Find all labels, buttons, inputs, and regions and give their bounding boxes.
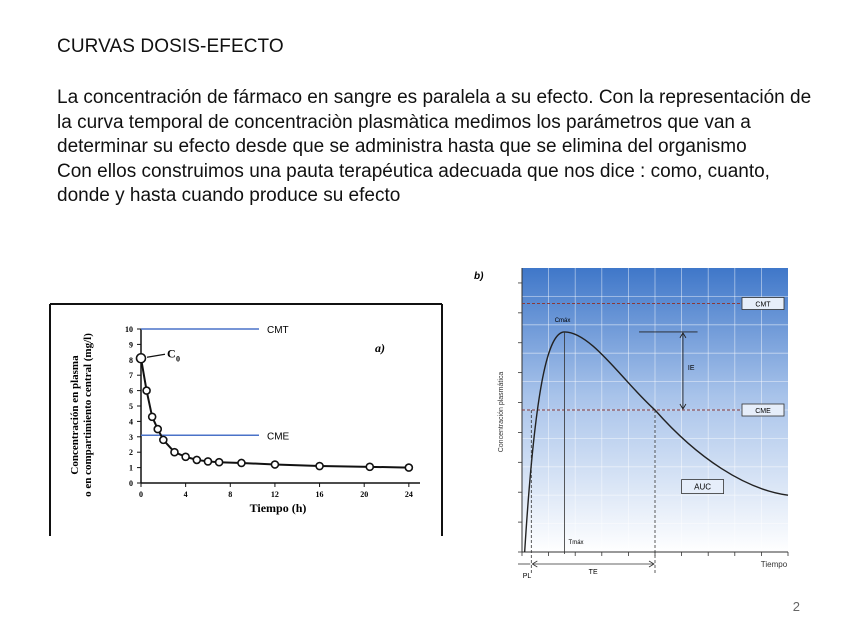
slide-title: CURVAS DOSIS-EFECTO [57, 36, 284, 57]
chart-a-y-tick-label: 0 [129, 479, 133, 488]
paragraph-2: Con ellos construimos una pauta terapéutica adecuada que nos dice : como, cuanto, donde y hasta cuando produce su efecto [57, 160, 770, 206]
chart-a-y-tick-label: 7 [129, 371, 133, 381]
chart-a-point [182, 453, 189, 460]
chart-a-point [149, 413, 156, 420]
chart-a-point [316, 463, 323, 470]
chart-a-point [137, 354, 146, 363]
chart-b-cmax-label: Cmáx [554, 317, 571, 324]
page-number: 2 [792, 599, 800, 614]
chart-a-x-tick-label: 12 [270, 490, 279, 499]
chart-a-c0-label: C [167, 346, 176, 361]
chart-b-cme-label: CME [755, 408, 771, 415]
chart-a [48, 300, 444, 540]
chart-a-point [171, 449, 178, 456]
chart-a-ylabel-line2: o en compartimiento central (mg/l) [82, 333, 94, 497]
chart-b-xlabel: Tiempo [760, 560, 788, 569]
chart-b-pl-label: PL [522, 573, 532, 580]
slide-body [57, 86, 827, 209]
chart-a-ylabel [69, 333, 94, 497]
chart-a-point [271, 461, 278, 468]
chart-a-point [405, 464, 412, 471]
chart-a-y-tick-label: 8 [129, 355, 133, 365]
chart-a-y-tick-label: 2 [129, 448, 133, 458]
chart-a-point [238, 459, 245, 466]
chart-a-xlabel: Tiempo (h) [249, 501, 307, 515]
chart-a-y-tick-label: 10 [125, 325, 133, 334]
chart-a-x-tick-label: 20 [360, 490, 369, 499]
chart-a-panel-label: a) [375, 341, 385, 355]
chart-b-ylabel: Concentración plasmática [498, 371, 505, 453]
chart-a-ylabel-line1: Concentración en plasma [69, 355, 81, 475]
chart-a-point [154, 426, 161, 433]
chart-b-cmt-label: CMT [755, 301, 771, 309]
chart-a-x-tick-label: 24 [404, 490, 413, 499]
chart-a-x-tick-label: 4 [183, 490, 188, 499]
chart-b-auc-label: AUC [694, 482, 712, 492]
chart-a-ref-label-cme: CME [267, 431, 290, 443]
chart-b-ie-label: IE [687, 365, 695, 373]
chart-b-tmax-label: Tmáx [568, 540, 584, 546]
chart-a-y-tick-label: 5 [129, 402, 133, 411]
chart-a-point [160, 436, 167, 443]
chart-a-x-tick-label: 16 [315, 490, 324, 499]
paragraph-1: La concentración de fármaco en sangre es paralela a su efecto. Con la representación de la curva temporal de concentraciòn plasmàtica medimos los parámetros que van a determinar su efecto desde que se administra hasta que se elimina del organismo [57, 87, 812, 157]
chart-a-ref-label-cmt: CMT [267, 325, 289, 336]
chart-a-point [143, 387, 150, 394]
chart-a-y-tick-label: 9 [129, 340, 133, 350]
chart-a-point [366, 463, 373, 470]
chart-a-y-tick-label: 6 [129, 386, 133, 396]
chart-a-point [193, 456, 200, 463]
chart-a-y-tick-label: 3 [129, 432, 133, 442]
chart-a-y-tick-label: 4 [129, 417, 133, 427]
chart-b-panel-label: b) [474, 271, 484, 282]
chart-a-x-tick-label: 8 [228, 490, 233, 499]
chart-a-point [204, 458, 211, 465]
chart-a-x-tick-label: 0 [139, 490, 143, 499]
chart-b-te-label: TE [588, 569, 598, 576]
chart-a-y-tick-label: 1 [129, 463, 133, 473]
chart-a-point [216, 459, 223, 466]
chart-b [470, 262, 806, 592]
chart-a-c0-subscript: 0 [176, 354, 180, 364]
